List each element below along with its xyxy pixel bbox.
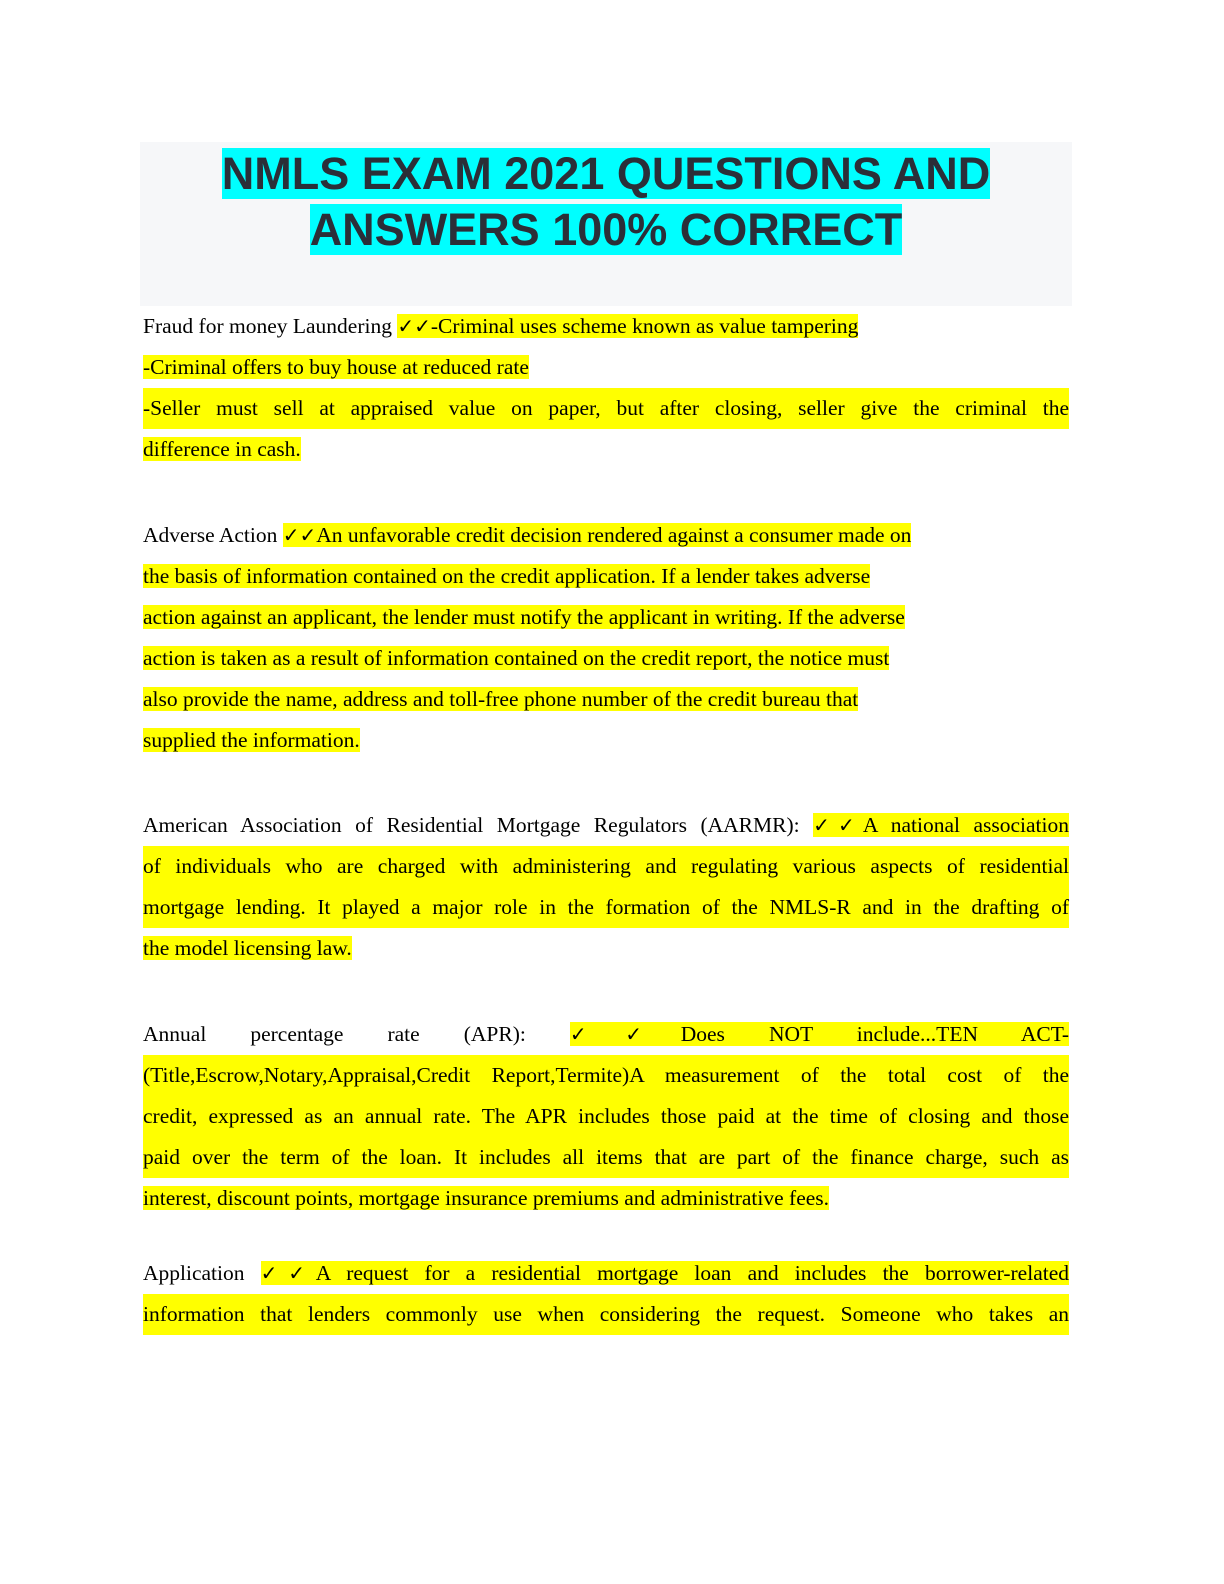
entry-answer-line: the basis of information contained on the credit application. If a lender takes adverse bbox=[143, 564, 871, 588]
entry-answer-line: A request for a residential mortgage loan and includes the borrower-related bbox=[315, 1261, 1070, 1285]
entry-answer-line: action is taken as a result of information contained on the credit report, the notice must bbox=[143, 646, 890, 670]
entry-term: American Association of Residential Mortgage Regulators (AARMR): bbox=[143, 813, 814, 837]
title-line-2: ANSWERS 100% CORRECT bbox=[309, 204, 903, 255]
entry-answer-line: the model licensing law. bbox=[143, 936, 352, 960]
entry-answer-line: (Title,Escrow,Notary,Appraisal,Credit Report,Termite)A measurement of the total cost of the bbox=[143, 1055, 1069, 1096]
entry-apr bbox=[143, 1014, 1069, 1219]
entry-answer-line: action against an applicant, the lender must notify the applicant in writing. If the adverse bbox=[143, 605, 905, 629]
entry-answer-line: supplied the information. bbox=[143, 728, 360, 752]
title-box bbox=[140, 142, 1072, 306]
entry-answer-line: A national association bbox=[862, 813, 1070, 837]
entry-aarmr bbox=[143, 805, 1069, 969]
entry-term: Application bbox=[143, 1261, 261, 1285]
title-line-1: NMLS EXAM 2021 QUESTIONS AND bbox=[221, 148, 991, 199]
double-check-icon: ✓✓ bbox=[569, 1022, 681, 1046]
entry-answer-line: Does NOT include...TEN ACT- bbox=[680, 1022, 1070, 1046]
entry-answer-line: also provide the name, address and toll-free phone number of the credit bureau that bbox=[143, 687, 859, 711]
document-body bbox=[143, 306, 1069, 1335]
double-check-icon: ✓✓ bbox=[397, 314, 431, 338]
double-check-icon: ✓✓ bbox=[260, 1261, 316, 1285]
entry-adverse-action bbox=[143, 515, 1069, 761]
entry-answer-line: -Seller must sell at appraised value on paper, but after closing, seller give the criminal the bbox=[143, 388, 1069, 429]
entry-answer-line: paid over the term of the loan. It includes all items that are part of the finance charge, such as bbox=[143, 1137, 1069, 1178]
entry-answer-line: difference in cash. bbox=[143, 437, 301, 461]
entry-answer-line: An unfavorable credit decision rendered against a consumer made on bbox=[316, 523, 912, 547]
entry-answer-line: information that lenders commonly use when considering the request. Someone who takes an bbox=[143, 1294, 1069, 1335]
entry-term: Fraud for money Laundering bbox=[143, 314, 398, 338]
entry-answer-line: credit, expressed as an annual rate. The APR includes those paid at the time of closing and those bbox=[143, 1096, 1069, 1137]
entry-fraud-money-laundering bbox=[143, 306, 1069, 470]
entry-answer-line: interest, discount points, mortgage insurance premiums and administrative fees. bbox=[143, 1186, 830, 1210]
entry-answer-line: mortgage lending. It played a major role in the formation of the NMLS-R and in the drafting of bbox=[143, 887, 1069, 928]
entry-answer-line: of individuals who are charged with administering and regulating various aspects of residential bbox=[143, 846, 1069, 887]
entry-application bbox=[143, 1253, 1069, 1335]
page-title bbox=[140, 146, 1072, 258]
entry-answer-line: -Criminal uses scheme known as value tampering bbox=[430, 314, 859, 338]
entry-answer-line: -Criminal offers to buy house at reduced rate bbox=[143, 355, 529, 379]
double-check-icon: ✓✓ bbox=[282, 523, 317, 547]
entry-term: Annual percentage rate (APR): bbox=[143, 1022, 570, 1046]
double-check-icon: ✓✓ bbox=[813, 813, 863, 837]
entry-term: Adverse Action bbox=[143, 523, 283, 547]
